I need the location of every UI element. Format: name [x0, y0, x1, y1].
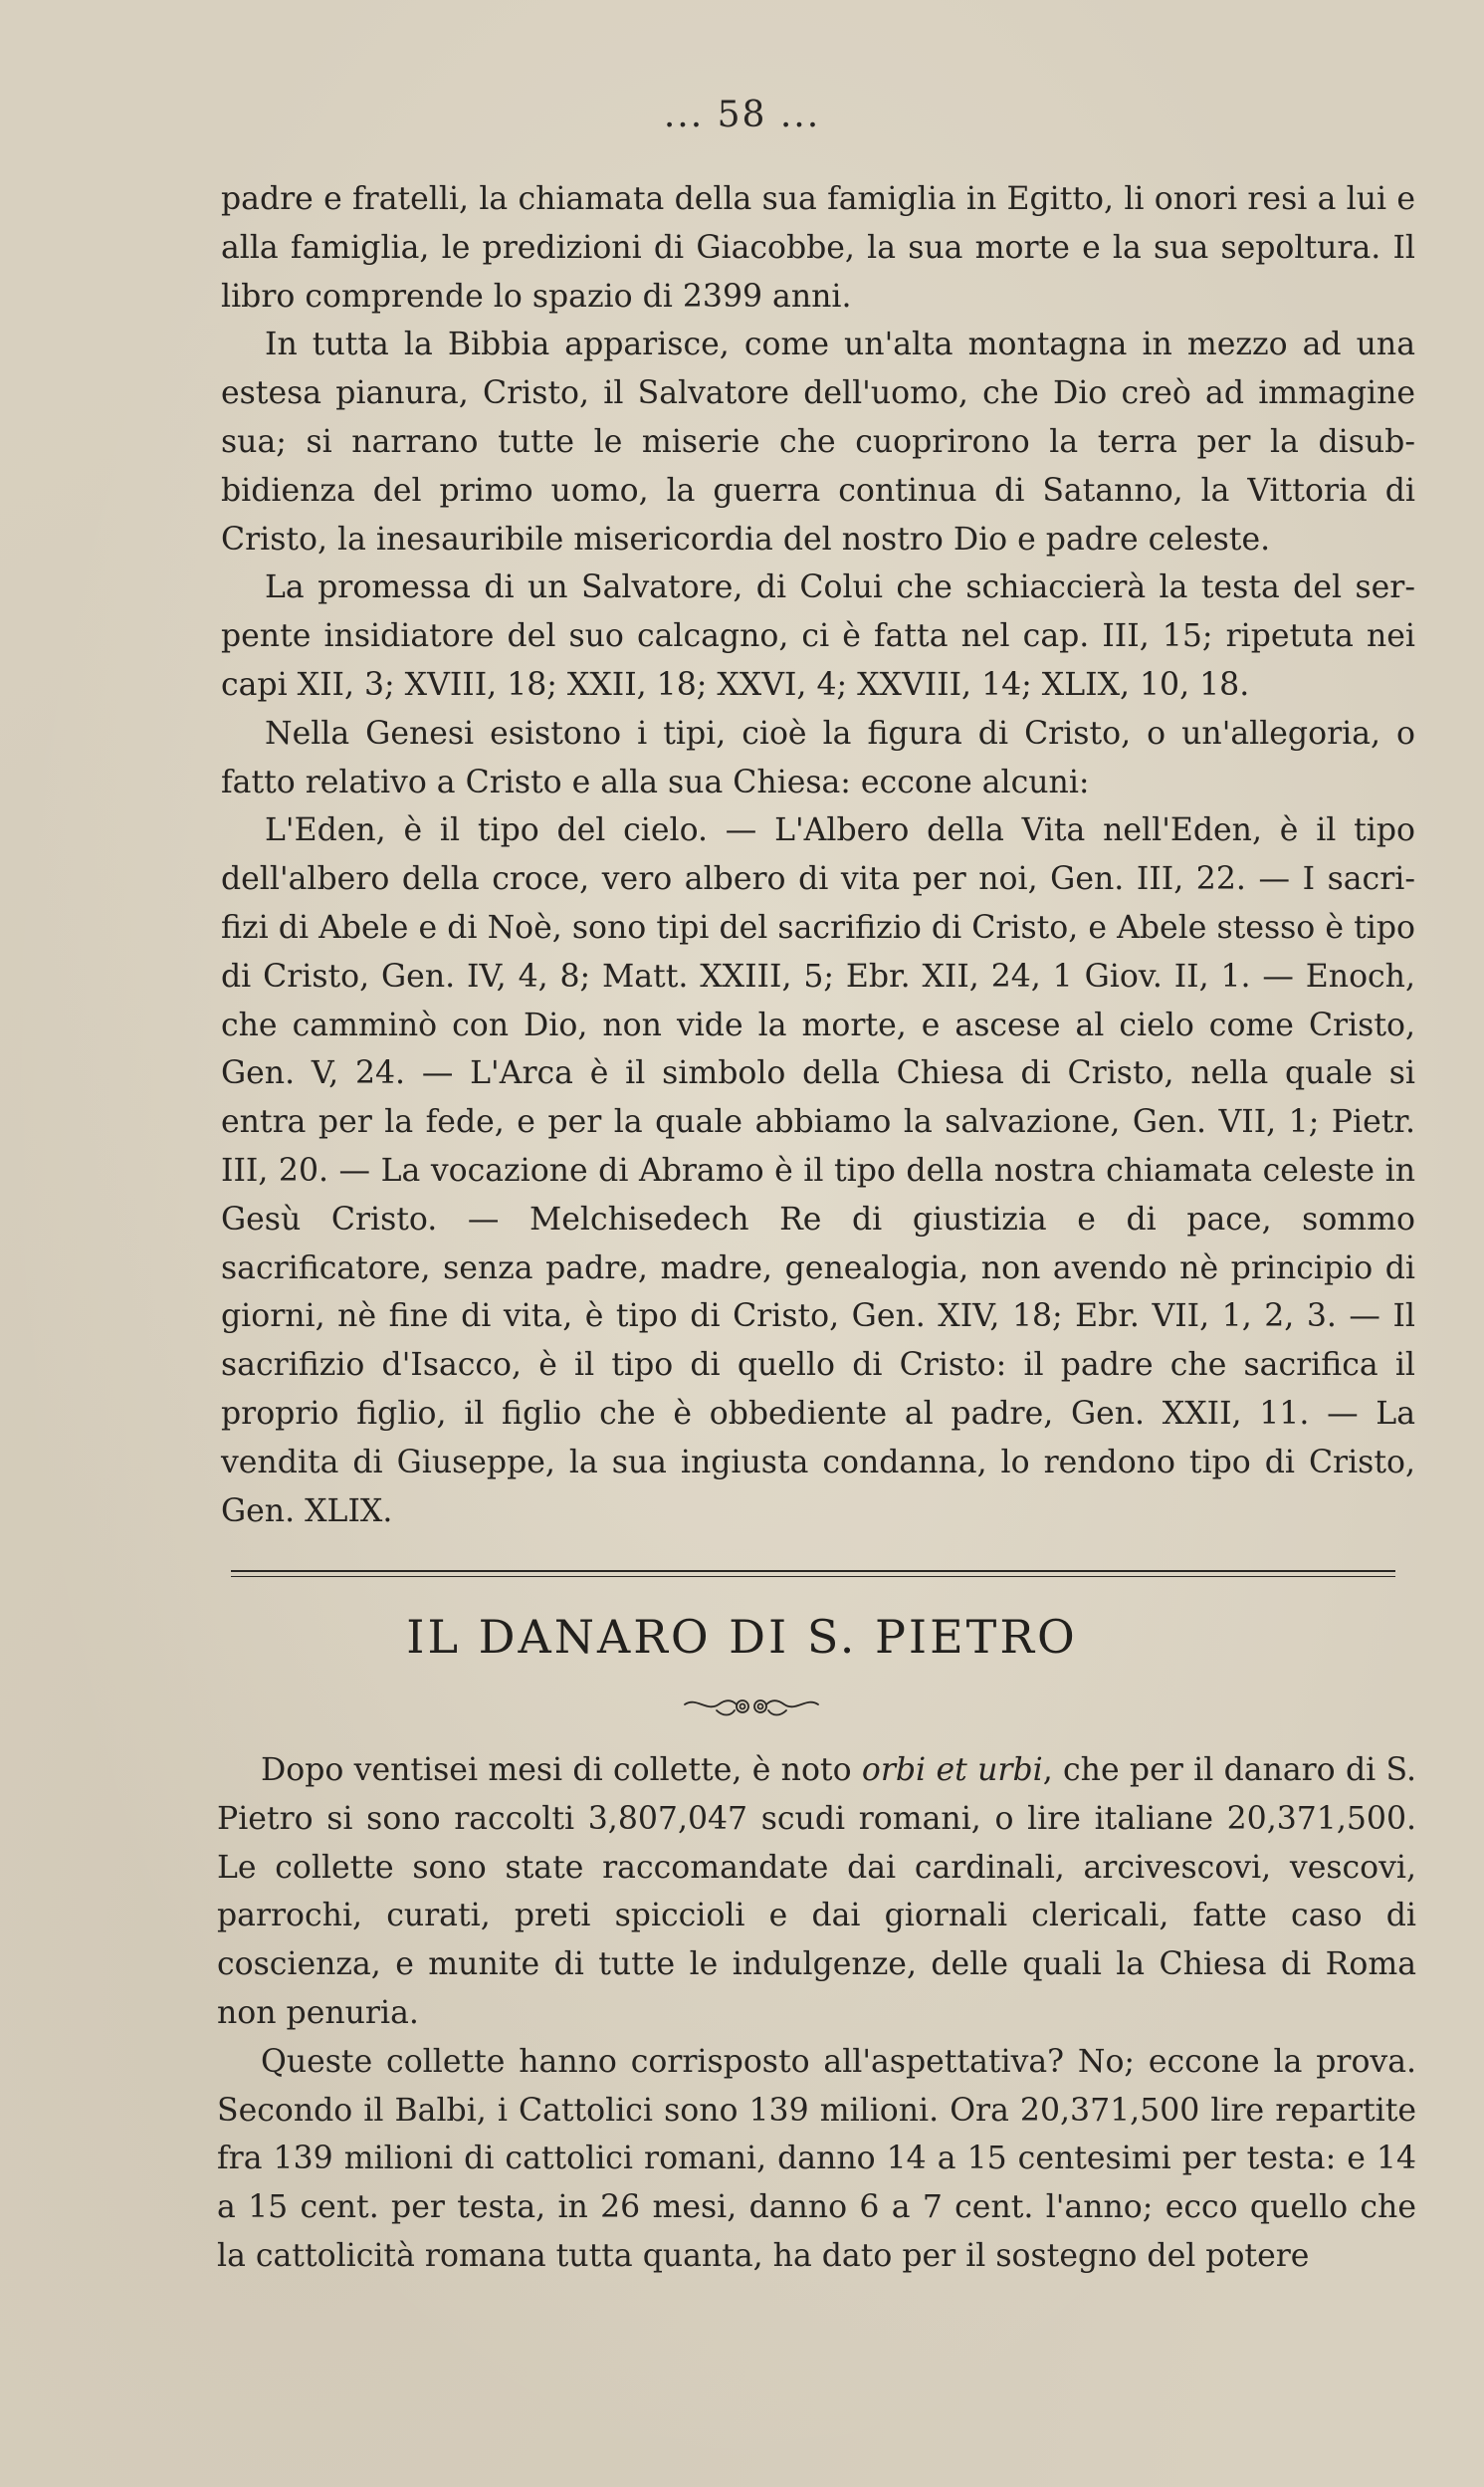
ornament-flourish-icon — [677, 1687, 826, 1726]
paragraph — [217, 1746, 1416, 2038]
section-title: IL DANARO DI S. PIETRO — [406, 1610, 1078, 1664]
top-text-block — [221, 175, 1415, 1535]
paragraph: Queste collette hanno corrisposto all'aspettativa? No; eccone la prova. Secondo il Balbi, i Cattolici sono 139 milioni. Ora 20,371,500 lire repartite fra 139 milioni di cattolici romani, danno 14 a 15 centesimi per testa: e 14 a 15 cent. per testa, in 26 mesi, danno 6 a 7 cent. l'anno; ecco quello che la cattolicità romana tutta quanta, ha dato per il sostegno del potere — [217, 2043, 1416, 2274]
section-divider — [231, 1570, 1395, 1572]
paragraph: In tutta la Bibbia apparisce, come un'alta montagna in mezzo ad una estesa pianura, Cristo, il Salvatore dell'uomo, che Dio creò ad immagine sua; si narrano tutte le miserie che cuoprirono la terra per la disubbidienza del primo uomo, la guerra continua di Satanno, la Vittoria di Cristo, la inesauribile misericordia del nostro Dio e padre celeste. — [221, 327, 1415, 558]
section-divider-thin — [231, 1576, 1395, 1577]
bottom-text-block — [217, 1746, 1416, 2281]
paragraph-text: , che per il danaro di S. Pietro si sono raccolti 3,807,047 scudi romani, o lire italiane 20,371,500. Le collette sono state raccomandate dai cardinali, arcivescovi, vescovi, parrochi, curati, preti spiccioli e dai giornali clericali, fatte caso di coscienza, e munite di tutte le indulgenze, delle quali la Chiesa di Roma non penuria. — [217, 1752, 1417, 2031]
paragraph: La promessa di un Salvatore, di Colui che schiaccierà la testa del serpente insidiatore del suo calcagno, ci è fatta nel cap. III, 15; ripetuta nei capi XII, 3; XVIII, 18; XXII, 18; XXVI, 4; XXVIII, 14; XLIX, 10, 18. — [221, 569, 1415, 703]
paragraph: padre e fratelli, la chiamata della sua famiglia in Egitto, li onori resi a lui e alla famiglia, le predizioni di Giacobbe, la sua morte e la sua sepoltura. Il libro comprende lo spazio di 2399 anni. — [221, 181, 1415, 315]
page-number: ... 58 ... — [663, 95, 821, 135]
paragraph: L'Eden, è il tipo del cielo. — L'Albero della Vita nell'Eden, è il tipo dell'albero della croce, vero albero di vita per noi, Gen. III, 22. — I sacrifizi di Abele e di Noè, sono tipi del sacrifizio di Cristo, e Abele stesso è tipo di Cristo, Gen. IV, 4, 8; Matt. XXIII, 5; Ebr. XII, 24, 1 Giov. II, 1. — Enoch, che camminò con Dio, non vide la morte, e ascese al cielo come Cristo, Gen. V, 24. — L'Arca è il simbolo della Chiesa di Cristo, nella quale si entra per la fede, e per la quale abbiamo la salvazione, Gen. VII, 1; Pietr. III, 20. — La vocazione di Abramo è il tipo della nostra chiamata celeste in Gesù Cristo. — Melchisedech Re di giustizia e di pace, sommo sacrificatore, senza padre, madre, genealogia, non avendo nè principio di giorni, nè fine di vita, è tipo di Cristo, Gen. XIV, 18; Ebr. VII, 1, 2, 3. — Il sacrifizio d'Isacco, è il tipo di quello di Cristo: il padre che sacrifica il proprio figlio, il figlio che è obbediente al padre, Gen. XXII, 11. — La vendita di Giuseppe, la sua ingiusta condanna, lo rendono tipo di Cristo, Gen. XLIX. — [221, 812, 1415, 1529]
paragraph: Nella Genesi esistono i tipi, cioè la figura di Cristo, o un'allegoria, o fatto relativo a Cristo e alla sua Chiesa: eccone alcuni: — [221, 715, 1415, 800]
paragraph-text: Dopo ventisei mesi di collette, è noto — [261, 1752, 862, 1788]
latin-phrase: orbi et urbi — [861, 1752, 1043, 1788]
